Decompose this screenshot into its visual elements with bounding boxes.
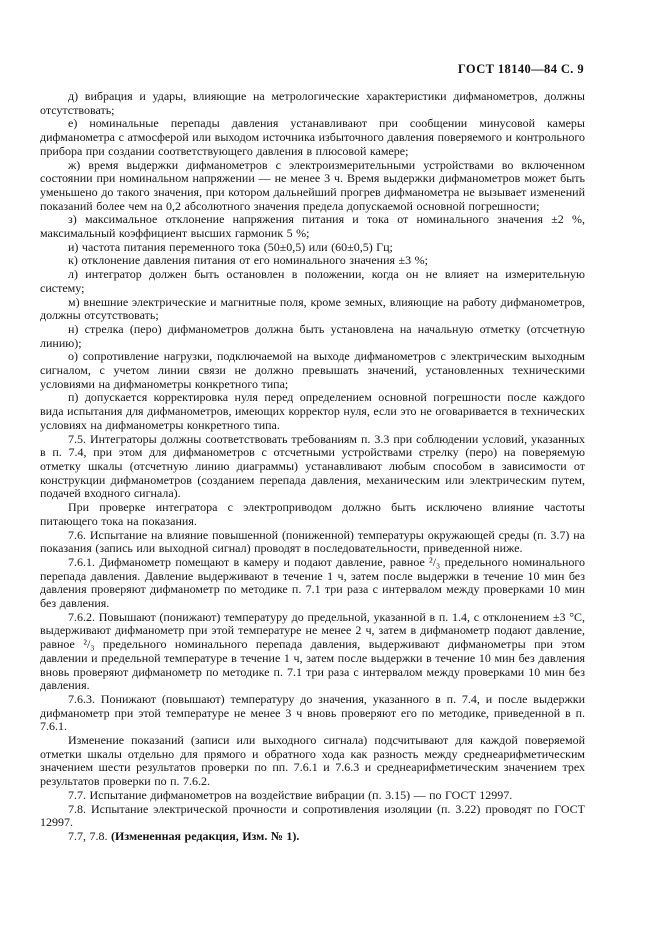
paragraph-zh: ж) время выдержки дифманометров с электроизмерительными устройствами во включенном состоянии при номинальном напряжении — не менее 3 ч. Время выдержки дифманометров может быть уменьшено до такого значения, при котором дальнейший прогрев дифманометра не вызывает изменений показаний более чем на 0,2 абсолютного значения предела допускаемой основной погрешности; (40, 157, 585, 213)
clause-7-5: 7.5. Интеграторы должны соответствовать требованиям п. 3.3 при соблюдении условий, указанных в п. 7.4, при этом для дифманометров с отсчетными устройствами стрелку (перо) на поверяемую отметку шкалы (отсчетную линию диаграммы) устанавливают любым способом в зависимости от конструкции дифманометров (созданием перепада давления, механическим или электрическим путем, подачей входного сигнала). (40, 431, 585, 501)
paragraph-m: м) внешние электрические и магнитные поля, кроме земных, влияющие на работу дифманометров, должны отсутствовать; (40, 294, 585, 323)
paragraph-n: н) стрелка (перо) дифманометров должна быть установлена на начальную отметку (отсчетную линию); (40, 321, 585, 350)
clause-7-6-2: 7.6.2. Повышают (понижают) температуру до предельной, указанной в п. 1.4, с отклонением ±3 °С, выдерживают дифманометр при этой температуре не менее 2 ч, затем в дифманометр подают давление, равное ²/₃ предельного номинального перепада давления, выдерживают дифманометры при этом давлении и предельной температуре в течение 1 ч, затем после выдержки в течение 10 мин без давления вновь проверяют дифманометр по методике п. 7.1 три раза с интервалом между проверками 10 мин без давления. (40, 609, 585, 693)
paragraph-e: е) номинальные перепады давления устанавливают при сообщении минусовой камеры дифманометра с атмосферой или выходом источника избыточного давления поверяемого и контрольного прибора при создании соответствующего давления в плюсовой камере; (40, 116, 585, 158)
clause-7-8: 7.8. Испытание электрической прочности и сопротивления изоляции (п. 3.22) проводят по ГОСТ 12997. (40, 801, 585, 830)
amendment-bold-text: (Измененная редакция, Изм. № 1). (111, 828, 300, 843)
clause-7-6-note: Изменение показаний (записи или выходного сигнала) подсчитывают для каждой поверяемой отметки шкалы отдельно для прямого и обратного хода как разность между среднеарифметическим значением шести результатов проверки по пп. 7.6.1 и 7.6.3 и среднеарифметическим значением трех результатов проверки по п. 7.6.2. (40, 733, 585, 789)
clause-7-7: 7.7. Испытание дифманометров на воздействие вибрации (п. 3.15) — по ГОСТ 12997. (68, 787, 513, 802)
paragraph-l: л) интегратор должен быть остановлен в положении, когда он не влияет на измерительную систему; (40, 267, 585, 295)
clause-7-6-3: 7.6.3. Понижают (повышают) температуру до значения, указанного в п. 7.4, и после выдержки дифманометр при этой температуре не менее 3 ч вновь проверяют его по методике, приведенной в п. 7.6.1. (40, 691, 585, 734)
amendment-prefix: 7.7, 7.8. (68, 828, 111, 843)
standard-reference: ГОСТ 18140—84 С. 9 (457, 62, 584, 76)
paragraph-z: з) максимальное отклонение напряжения питания и тока от номинального значения ±2 %, максимальный коэффициент высших гармоник 5 %; (40, 212, 585, 241)
clause-amendment (40, 830, 585, 844)
paragraph-p: п) допускается корректировка нуля перед определением основной погрешности после каждого вида испытания для дифманометров, имеющих корректор нуля, если это не оговаривается в технических условиях на дифманометры конкретного типа. (40, 390, 585, 432)
clause-7-6: 7.6. Испытание на влияние повышенной (пониженной) температуры окружающей среды (п. 3.7) на показания (запись или выходной сигнал) проводят в последовательности, приведенной ниже. (40, 527, 585, 556)
paragraph-i: и) частота питания переменного тока (50±0,5) или (60±0,5) Гц; (68, 239, 393, 254)
paragraph-k: к) отклонение давления питания от его номинального значения ±3 %; (68, 253, 428, 268)
clause-7-5-note: При проверке интегратора с электроприводом должно быть исключено влияние частоты питающего тока на показания. (40, 500, 585, 528)
clause-7-6-1: 7.6.1. Дифманометр помещают в камеру и подают давление, равное ²/₃ предельного номинального перепада давления. Давление выдерживают в течение 1 ч, затем после выдержки в течение 10 мин без давления проверяют дифманометр по методике п. 7.1 три раза с интервалом между проверками 10 мин без давления. (40, 554, 585, 611)
paragraph-o: о) сопротивление нагрузки, подключаемой на выходе дифманометров с электрическим выходным сигналом, с учетом линии связи не должно превышать значений, установленных техническими условиями на дифманометры конкретного типа; (40, 349, 585, 391)
paragraph-d: д) вибрация и удары, влияющие на метрологические характеристики дифманометров, должны отсутствовать; (40, 89, 585, 117)
document-body (40, 90, 585, 844)
page-content (40, 62, 585, 844)
